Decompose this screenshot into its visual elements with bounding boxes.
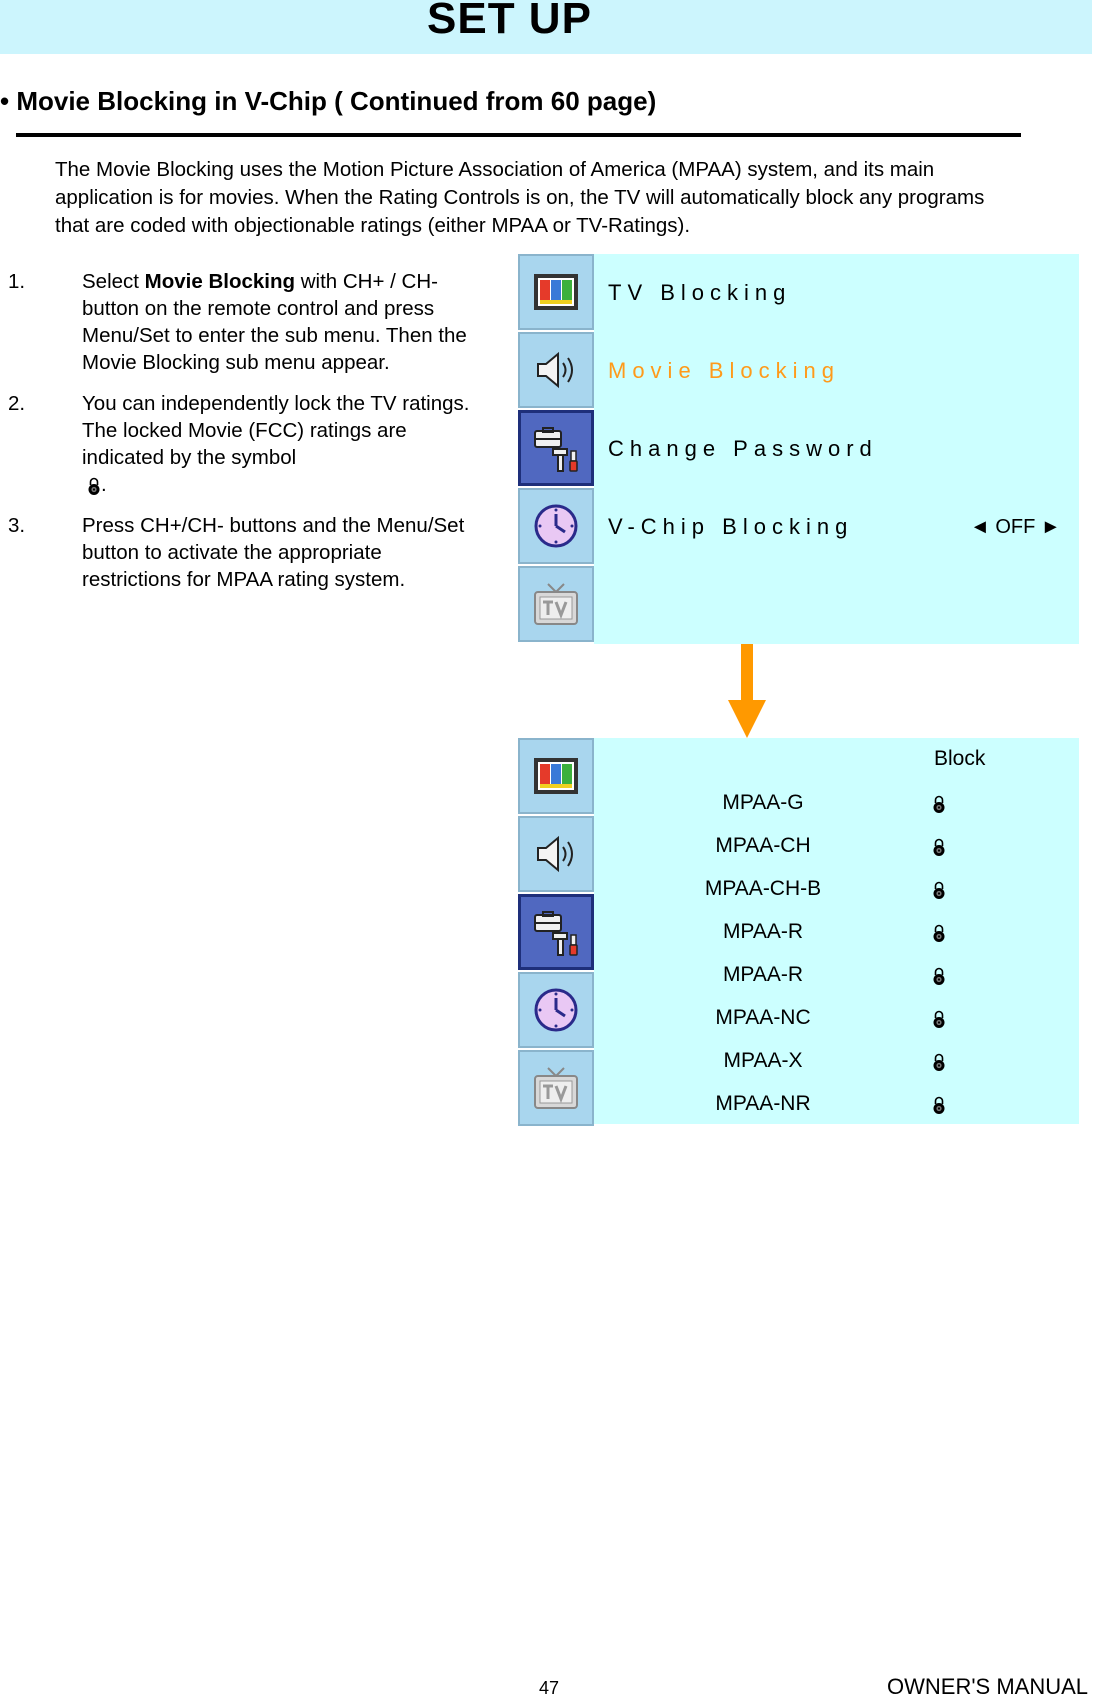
lock-icon[interactable] — [932, 1052, 946, 1072]
menu-tab-sound[interactable] — [518, 332, 594, 408]
menu-tab-setup[interactable] — [518, 894, 594, 970]
step-text-end: . — [101, 473, 107, 496]
vchip-value-selector[interactable]: ◄ OFF ► — [970, 516, 1061, 538]
clock-icon — [532, 502, 580, 550]
menu-tab-picture[interactable] — [518, 738, 594, 814]
picture-icon — [532, 268, 580, 316]
lock-icon[interactable] — [932, 837, 946, 857]
intro-paragraph: The Movie Blocking uses the Motion Picture Association of America (MPAA) system, and its main application is for movies. When the Rating Controls is on, the TV will automatically block any programs that are coded with objectionable ratings (either MPAA or TV-Ratings). — [55, 158, 985, 237]
page-number: 47 — [539, 1678, 560, 1698]
menu-item-tv-blocking[interactable]: TV Blocking — [608, 280, 792, 305]
step-number: 1. — [8, 270, 26, 293]
rating-label-mpaa-r[interactable]: MPAA-R — [722, 963, 804, 986]
rating-label-mpaa-g[interactable]: MPAA-G — [722, 791, 804, 814]
header-banner — [0, 0, 1092, 54]
menu-icon-column — [518, 254, 594, 644]
tv-icon — [532, 1064, 580, 1112]
sound-icon — [532, 346, 580, 394]
menu-item-vchip-blocking[interactable]: V-Chip Blocking — [608, 514, 854, 539]
lock-icon — [87, 476, 101, 496]
menu-tab-setup[interactable] — [518, 410, 594, 486]
menu-tab-clock[interactable] — [518, 972, 594, 1048]
menu-tab-sound[interactable] — [518, 816, 594, 892]
steps-list — [0, 268, 470, 607]
heading-divider — [16, 133, 1021, 137]
step-number: 3. — [8, 514, 26, 537]
rating-label-mpaa-nc[interactable]: MPAA-NC — [715, 1006, 811, 1029]
lock-icon[interactable] — [932, 1095, 946, 1115]
lock-icon[interactable] — [932, 794, 946, 814]
menu-item-movie-blocking[interactable]: Movie Blocking — [608, 358, 840, 383]
menu-tab-clock[interactable] — [518, 488, 594, 564]
rating-label-mpaa-ch-b[interactable]: MPAA-CH-B — [704, 877, 822, 900]
section-heading: • Movie Blocking in V-Chip ( Continued from 60 page) — [0, 86, 657, 116]
block-column-header: Block — [934, 747, 986, 770]
picture-icon — [532, 752, 580, 800]
lock-icon[interactable] — [932, 923, 946, 943]
menu-tab-tv[interactable] — [518, 1050, 594, 1126]
tv-icon — [532, 580, 580, 628]
step-number: 2. — [8, 392, 26, 415]
step-text: You can independently lock the TV ratings. The locked Movie (FCC) ratings are indicated by the symbol — [82, 392, 470, 469]
step-bold-text: Movie Blocking — [144, 270, 296, 293]
menu-item-change-password[interactable]: Change Password — [608, 436, 878, 461]
page-title: SET UP — [427, 0, 592, 43]
lock-icon[interactable] — [932, 880, 946, 900]
sound-icon — [532, 830, 580, 878]
menu-tab-picture[interactable] — [518, 254, 594, 330]
vchip-menu — [518, 254, 1079, 644]
down-arrow-icon — [726, 644, 768, 738]
step-text: Select — [82, 270, 145, 293]
footer-label: OWNER'S MANUAL — [887, 1674, 1088, 1699]
rating-label-mpaa-nr[interactable]: MPAA-NR — [715, 1092, 811, 1115]
lock-icon[interactable] — [932, 1009, 946, 1029]
setup-tools-icon — [533, 425, 581, 473]
step-2 — [0, 390, 470, 498]
movie-blocking-menu — [518, 738, 1079, 1124]
step-3 — [0, 512, 470, 593]
clock-icon — [532, 986, 580, 1034]
step-text: Press CH+/CH- buttons and the Menu/Set button to activate the appropriate restrictions for MPAA rating system. — [82, 514, 465, 591]
rating-label-mpaa-r[interactable]: MPAA-R — [722, 920, 804, 943]
menu-icon-column — [518, 738, 594, 1124]
setup-tools-icon — [533, 909, 581, 957]
rating-label-mpaa-ch[interactable]: MPAA-CH — [715, 834, 811, 857]
step-text: with CH+ / CH- button on the remote control and press Menu/Set to enter the sub menu. Then the Movie Blocking sub menu appear. — [82, 270, 467, 374]
lock-icon[interactable] — [932, 966, 946, 986]
step-1 — [0, 268, 470, 376]
rating-label-mpaa-x[interactable]: MPAA-X — [723, 1049, 803, 1072]
menu-tab-tv[interactable] — [518, 566, 594, 642]
